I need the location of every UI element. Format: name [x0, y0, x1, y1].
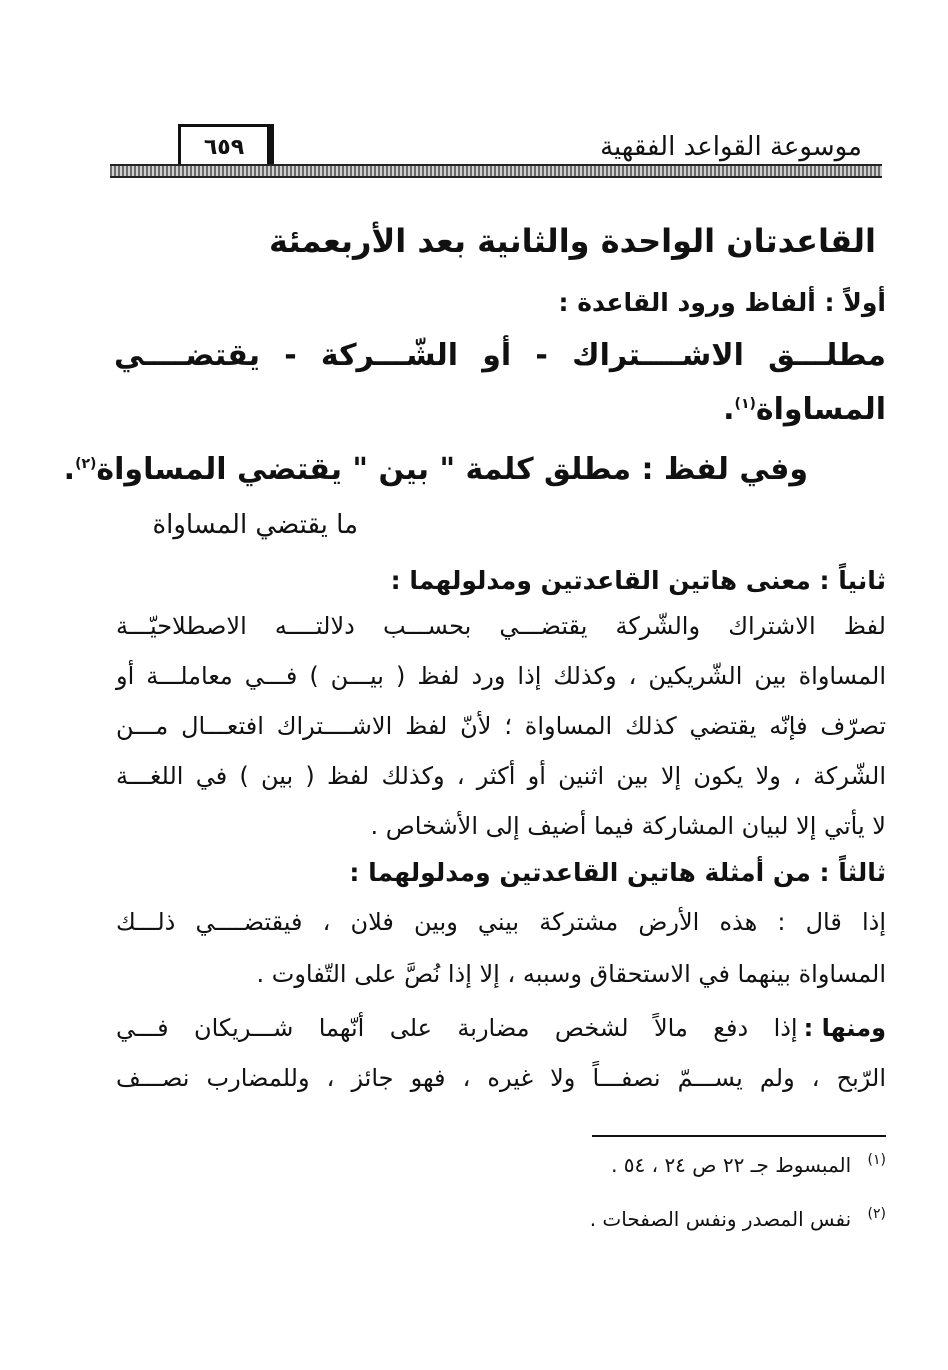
rule1-text: المساواة [755, 392, 886, 427]
page-number: ٦٥٩ [178, 124, 274, 170]
footnote-2 [590, 1206, 886, 1231]
rule2-text: وفي لفظ : مطلق كلمة " بين " يقتضي المساواة [96, 452, 808, 487]
section3-heading: ثالثاً : من أمثلة هاتين القاعدتين ومدلولهما : [349, 858, 886, 887]
rule2-line: وفي لفظ : مطلق كلمة " بين " يقتضي المساواة$^{(٢)}$. [63, 452, 808, 487]
footnote-2-mark: (٢) [867, 1206, 886, 1222]
header-rule [110, 164, 882, 178]
example1-line-1: إذا قال : هذه الأرض مشتركة بيني وبين فلان ، فيقتضــــي ذلـــك [116, 908, 886, 936]
rule1-line2: المساواة$^{(١)}$. [723, 392, 886, 427]
example2-lead: ومنها : [803, 1014, 886, 1042]
section2-line-3: تصرّف فإنّه يقتضي كذلك المساواة ؛ لأنّ لفظ الاشــــتراك افتعـــال مـــن [116, 712, 886, 740]
section2-line-5: لا يأتي إلا لبيان المشاركة فيما أضيف إلى الأشخاص . [370, 812, 886, 840]
section2-line-4: الشّركة ، ولا يكون إلا بين اثنين أو أكثر ، وكذلك لفظ ( بين ) في اللغـــة [116, 762, 886, 790]
footnote-ref-1: (١) [734, 396, 756, 412]
section2-line-1: لفظ الاشتراك والشّركة يقتضـــي بحســـب دلالتــــه الاصطلاحيّـــة [116, 612, 886, 640]
footnote-1-mark: (١) [867, 1152, 886, 1168]
footnote-ref-2: (٢) [75, 456, 97, 472]
example2-text: إذا دفع مالاً لشخص مضاربة على أنّهما شـــريكان فـــي [116, 1014, 798, 1042]
section2-line-2: المساواة بين الشّريكين ، وكذلك إذا ورد لفظ ( بيـــن ) فـــي معاملـــة أو [116, 662, 886, 690]
footnote-1-text: المبسوط جـ ٢٢ ص ٢٤ ، ٥٤ . [611, 1152, 852, 1177]
main-heading: القاعدتان الواحدة والثانية بعد الأربعمئة [269, 222, 876, 260]
footnote-2-text: نفس المصدر ونفس الصفحات . [589, 1206, 852, 1231]
example1-line-2: المساواة بينهما في الاستحقاق وسببه ، إلا إذا نُصَّ على التّفاوت . [256, 960, 886, 988]
footnote-separator [592, 1135, 886, 1137]
example2-line-2: الرّبح ، ولم يســـمّ نصفـــاً ولا غيره ، فهو جائز ، وللمضارب نصـــف [116, 1064, 886, 1092]
footnote-1 [611, 1152, 886, 1177]
example2-line-1 [116, 1014, 886, 1042]
rule-short: ما يقتضي المساواة [152, 510, 358, 540]
book-title: موسوعة القواعد الفقهية [600, 132, 862, 162]
section2-heading: ثانياً : معنى هاتين القاعدتين ومدلولهما : [390, 566, 886, 595]
rule1-line1: مطلـــق الاشــــتراك - أو الشّـــركة - يقتضــــي [114, 338, 886, 373]
page-header [110, 118, 882, 180]
section1-heading: أولاً : ألفاظ ورود القاعدة : [558, 288, 886, 317]
